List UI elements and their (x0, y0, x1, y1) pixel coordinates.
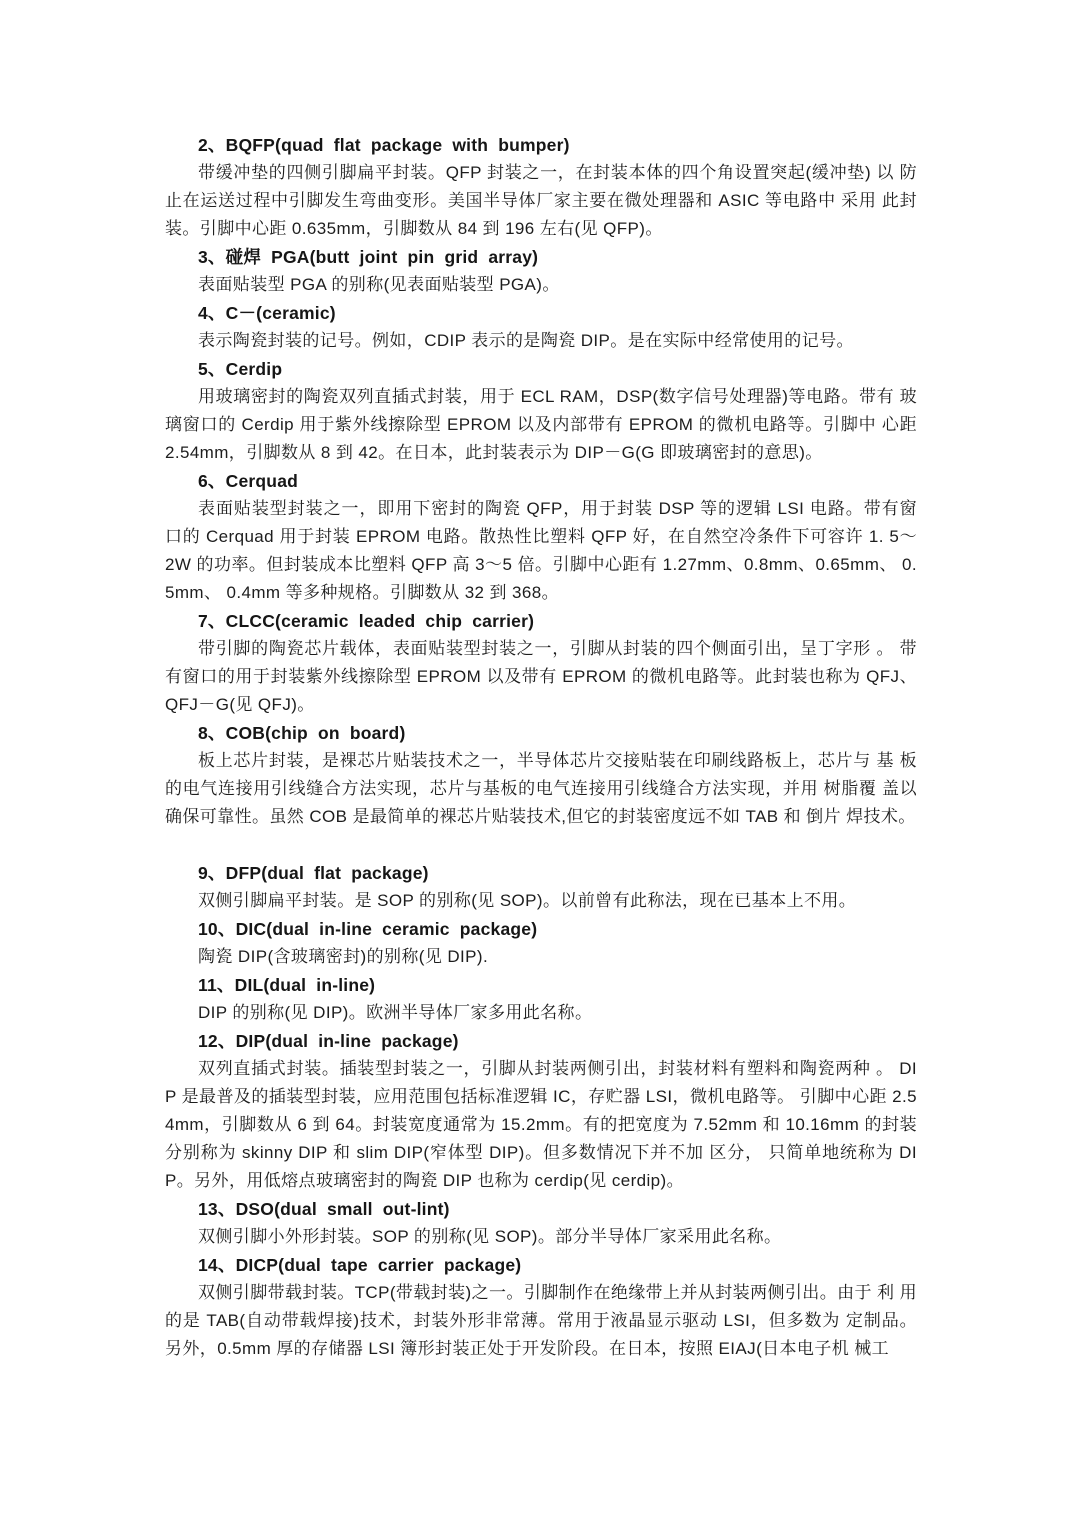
glossary-item (165, 915, 917, 971)
item-heading: 11、DIL(dual in-line) (198, 975, 376, 995)
item-heading: 7、CLCC(ceramic leaded chip carrier) (198, 611, 535, 631)
item-paragraph: 双侧引脚扁平封装。是 SOP 的别称(见 SOP)。以前曾有此称法，现在已基本上不用。 (198, 891, 857, 910)
item-heading: 2、BQFP(quad flat package with bumper) (198, 135, 570, 155)
item-heading: 13、DSO(dual small out-lint) (198, 1199, 450, 1219)
item-heading: 3、碰焊 PGA(butt joint pin grid array) (198, 247, 539, 267)
item-heading: 5、Cerdip (198, 359, 283, 379)
item-paragraph: 双列直插式封装。插装型封装之一，引脚从封装两侧引出，封装材料有塑料和陶瓷两种 。 DI P 是最普及的插装型封装，应用范围包括标准逻辑 IC，存贮器 LSI，微机电路等。 引脚中心距 2.5 4mm，引脚数从 6 到 64。封装宽度通常为 15.2mm。有的把宽度为 7.52mm 和 10.16mm 的封装 分别称为 skinny DIP 和 slim DIP(窄体型 DIP)。但多数情况下并不加 区分， 只简单地统称为 DI P。另外，用低熔点玻璃密封的陶瓷 DIP 也称为 cerdip(见 cerdip)。 (165, 1059, 917, 1190)
glossary-item (165, 243, 917, 299)
item-heading: 9、DFP(dual flat package) (198, 863, 429, 883)
item-paragraph: 表面贴装型 PGA 的别称(见表面贴装型 PGA)。 (198, 275, 560, 294)
glossary-item (165, 299, 917, 355)
item-paragraph: 带引脚的陶瓷芯片载体，表面贴装型封装之一，引脚从封装的四个侧面引出，呈丁字形 。 带有窗口的用于封装紫外线擦除型 EPROM 以及带有 EPROM 的微机电路等。此封装也称为 QFJ、 QFJ－G(见 QFJ)。 (165, 639, 917, 714)
item-paragraph: 带缓冲垫的四侧引脚扁平封装。QFP 封装之一，在封装本体的四个角设置突起(缓冲垫) 以 防止在运送过程中引脚发生弯曲变形。美国半导体厂家主要在微处理器和 ASIC 等电路中 采用 此封装。引脚中心距 0.635mm，引脚数从 84 到 196 左右(见 QFP)。 (165, 163, 917, 238)
item-heading: 14、DICP(dual tape carrier package) (198, 1255, 522, 1275)
glossary-item (165, 971, 917, 1027)
glossary-item (165, 131, 917, 243)
item-heading: 12、DIP(dual in-line package) (198, 1031, 459, 1051)
glossary-item (165, 719, 917, 831)
item-paragraph: 表示陶瓷封装的记号。例如，CDIP 表示的是陶瓷 DIP。是在实际中经常使用的记号。 (198, 331, 854, 350)
item-heading: 8、COB(chip on board) (198, 723, 406, 743)
item-heading: 10、DIC(dual in-line ceramic package) (198, 919, 538, 939)
item-paragraph: 表面贴装型封装之一，即用下密封的陶瓷 QFP，用于封装 DSP 等的逻辑 LSI 电路。带有窗 口的 Cerquad 用于封装 EPROM 电路。散热性比塑料 QFP 好，在自然空冷条件下可容许 1. 5～ 2W 的功率。但封装成本比塑料 QFP 高 3～5 倍。引脚中心距有 1.27mm、0.8mm、0.65mm、 0. 5mm、 0.4mm 等多种规格。引脚数从 32 到 368。 (165, 499, 917, 602)
glossary-item (165, 467, 917, 607)
glossary-item (165, 355, 917, 467)
glossary-item (165, 1251, 917, 1363)
glossary-item (165, 1027, 917, 1195)
item-paragraph: 双侧引脚带载封装。TCP(带载封装)之一。引脚制作在绝缘带上并从封装两侧引出。由于 利 用的是 TAB(自动带载焊接)技术，封装外形非常薄。常用于液晶显示驱动 LSI，但多数为 定制品。 另外，0.5mm 厚的存储器 LSI 簿形封装正处于开发阶段。在日本，按照 EIAJ(日本电子机 械工 (165, 1283, 917, 1358)
glossary-item (165, 859, 917, 915)
item-paragraph: 陶瓷 DIP(含玻璃密封)的别称(见 DIP). (198, 947, 489, 966)
document-content (165, 131, 917, 1363)
item-heading: 6、Cerquad (198, 471, 299, 491)
item-paragraph: 双侧引脚小外形封装。SOP 的别称(见 SOP)。部分半导体厂家采用此名称。 (198, 1227, 782, 1246)
glossary-item (165, 1195, 917, 1251)
item-paragraph: DIP 的别称(见 DIP)。欧洲半导体厂家多用此名称。 (198, 1003, 593, 1022)
item-paragraph: 用玻璃密封的陶瓷双列直插式封装，用于 ECL RAM，DSP(数字信号处理器)等电路。带有 玻璃窗口的 Cerdip 用于紫外线擦除型 EPROM 以及内部带有 EPROM 的微机电路等。引脚中 心距 2.54mm，引脚数从 8 到 42。在日本，此封装表示为 DIP－G(G 即玻璃密封的意思)。 (165, 387, 917, 462)
item-paragraph: 板上芯片封装，是裸芯片贴装技术之一，半导体芯片交接贴装在印刷线路板上，芯片与 基 板的电气连接用引线缝合方法实现，芯片与基板的电气连接用引线缝合方法实现，并用 树脂覆 盖以确保可靠性。虽然 COB 是最简单的裸芯片贴装技术,但它的封装密度远不如 TAB 和 倒片 焊技术。 (165, 751, 917, 826)
glossary-item (165, 607, 917, 719)
item-heading: 4、C－(ceramic) (198, 303, 336, 323)
